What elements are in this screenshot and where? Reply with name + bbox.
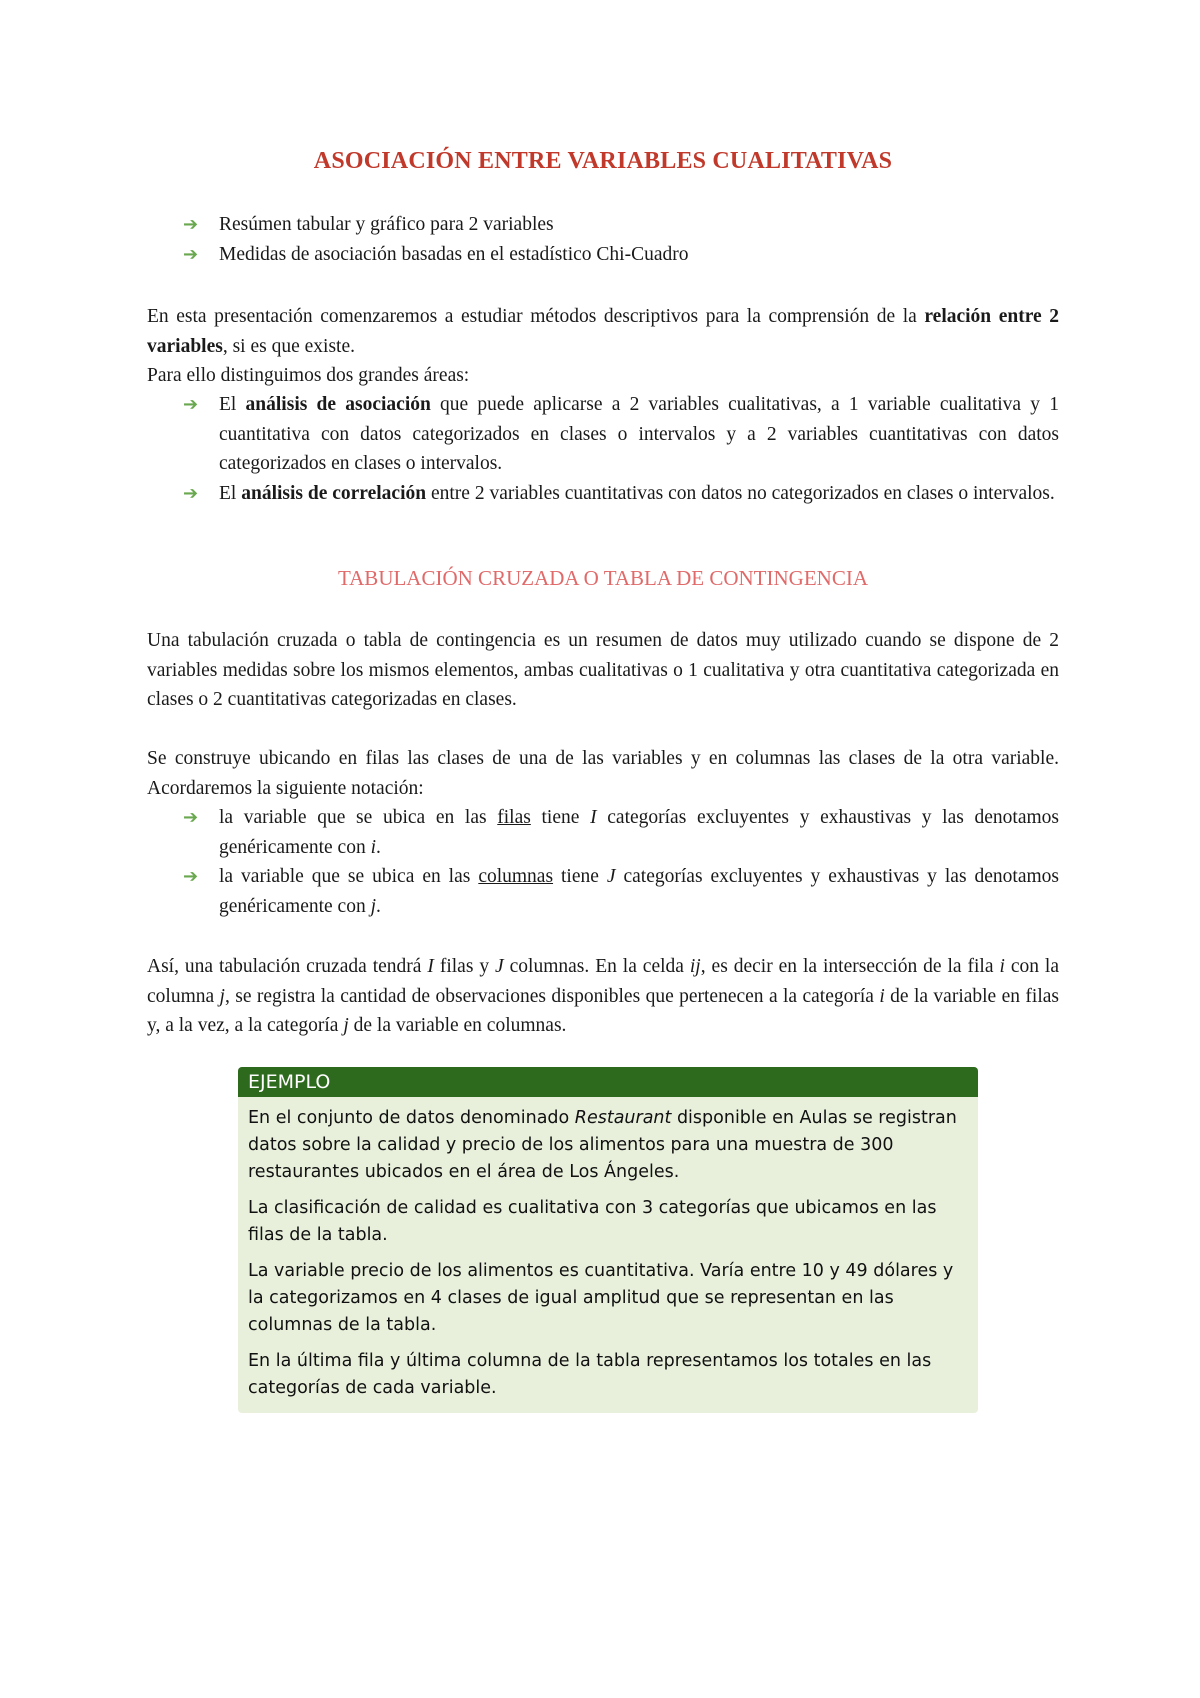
arrow-icon: ➔ [183, 807, 199, 828]
arrow-icon: ➔ [183, 394, 199, 415]
example-paragraph: La variable precio de los alimentos es cuantitativa. Varía entre 10 y 49 dólares y la categorizamos en 4 clases de igual amplitud que se representan en las columnas de la tabla. [248, 1261, 954, 1335]
example-paragraph: En la última fila y última columna de la tabla representamos los totales en las categorías de cada variable. [248, 1351, 932, 1398]
notation-list [147, 803, 1059, 921]
arrow-icon: ➔ [183, 243, 199, 265]
section-paragraph-3: Así, una tabulación cruzada tendrá I filas y J columnas. En la celda ij, es decir en la intersección de la fila i con la columna j, se registra la cantidad de observaciones disponibles que pertenecen a la categoría i de la variable en filas y, a la vez, a la categoría j de la variable en columnas. [147, 956, 1059, 1036]
example-box [238, 1067, 978, 1413]
list-item: ➔ Medidas de asociación basadas en el estadístico Chi-Cuadro [147, 240, 1059, 270]
intro-lead: Para ello distinguimos dos grandes áreas: [147, 365, 470, 386]
arrow-icon: ➔ [183, 866, 199, 887]
intro-paragraph: En esta presentación comenzaremos a estudiar métodos descriptivos para la comprensión de la relación entre 2 variables, si es que existe. [147, 306, 1059, 357]
arrow-icon: ➔ [183, 482, 199, 504]
intro-bullet-list [147, 210, 1059, 269]
list-item: ➔ Resúmen tabular y gráfico para 2 variables [147, 210, 1059, 240]
list-item: ➔ El análisis de asociación que puede aplicarse a 2 variables cualitativas, a 1 variable cualitativa y 1 cuantitativa con datos categorizados en clases o intervalos y a 2 variables cuantitativas con datos categorizados en clases o intervalos. [147, 390, 1059, 479]
section-title: TABULACIÓN CRUZADA O TABLA DE CONTINGENCIA [338, 566, 868, 590]
list-item: ➔ la variable que se ubica en las filas tiene I categorías excluyentes y exhaustivas y las denotamos genéricamente con i. [147, 803, 1059, 862]
page-title: ASOCIACIÓN ENTRE VARIABLES CUALITATIVAS [313, 148, 893, 174]
example-box-body [238, 1097, 978, 1402]
section-paragraph-2: Se construye ubicando en filas las clases de una de las variables y en columnas las clases de la otra variable. Acordaremos la siguiente notación: [147, 748, 1059, 799]
example-paragraph: La clasificación de calidad es cualitativa con 3 categorías que ubicamos en las filas de la tabla. [248, 1198, 937, 1245]
list-item: ➔ la variable que se ubica en las columnas tiene J categorías excluyentes y exhaustivas y las denotamos genéricamente con j. [147, 862, 1059, 921]
example-box-header: EJEMPLO [238, 1067, 978, 1097]
list-item: ➔ El análisis de correlación entre 2 variables cuantitativas con datos no categorizados en clases o intervalos. [147, 479, 1059, 509]
example-paragraph: En el conjunto de datos denominado Restaurant disponible en Aulas se registran datos sobre la calidad y precio de los alimentos para una muestra de 300 restaurantes ubicados en el área de Los Ángeles. [248, 1108, 957, 1182]
arrow-icon: ➔ [183, 214, 199, 235]
areas-list [147, 390, 1059, 508]
section-paragraph-1: Una tabulación cruzada o tabla de contingencia es un resumen de datos muy utilizado cuando se dispone de 2 variables medidas sobre los mismos elementos, ambas cualitativas o 1 cualitativa y otra cuantitativa categorizada en clases o 2 cuantitativas categorizadas en clases. [147, 630, 1059, 710]
